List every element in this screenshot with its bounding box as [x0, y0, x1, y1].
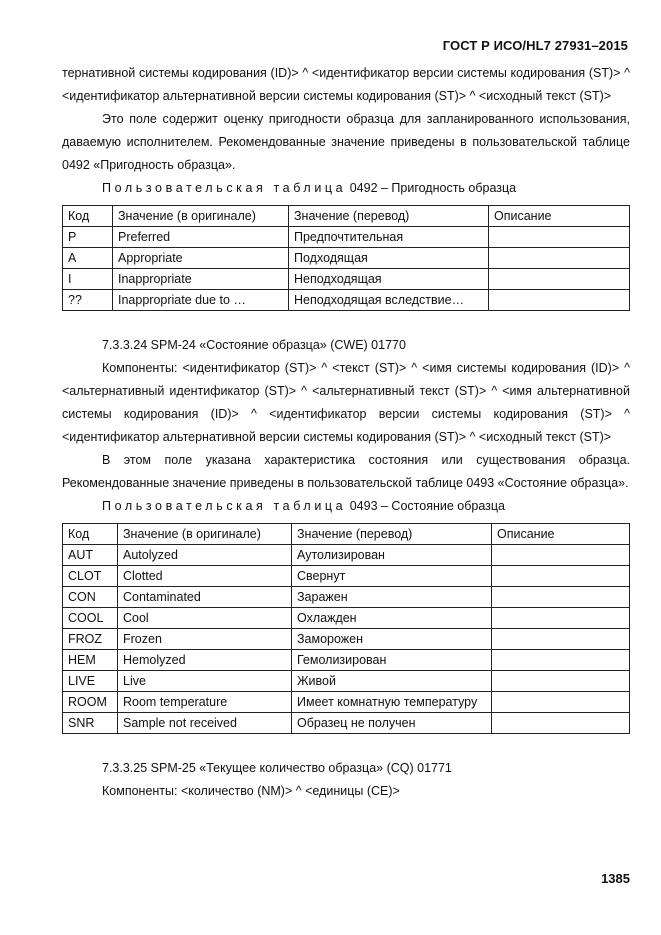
document-header: ГОСТ Р ИСО/HL7 27931–2015 [442, 38, 628, 53]
cell-description [492, 713, 630, 734]
page-number: 1385 [601, 871, 630, 886]
table-0493-caption-rest: 0493 – Состояние образца [349, 499, 505, 513]
cell-description [489, 269, 630, 290]
cell-description [489, 227, 630, 248]
cell-code: P [63, 227, 113, 248]
paragraph-spm24-components: Компоненты: <идентификатор (ST)> ^ <текст (ST)> ^ <имя системы кодирования (ID)> ^ <альтернативный идентификатор (ST)> ^ <альтернативный текст (ST)> ^ <имя альтернативной системы кодирования (ID)> ^ <идентификатор версии системы кодирования (ST)> ^ <идентификатор альтернативной версии системы кодирования (ST)> ^ <исходный текст (ST)> [62, 361, 630, 444]
col-header-translation: Значение (перевод) [292, 524, 492, 545]
cell-original: Inappropriate due to … [113, 290, 289, 311]
col-header-original: Значение (в оригинале) [118, 524, 292, 545]
table-0493-caption [62, 495, 630, 518]
table-row [63, 608, 630, 629]
cell-code: CLOT [63, 566, 118, 587]
paragraph-spm25-components: Компоненты: <количество (NM)> ^ <единицы (CE)> [102, 784, 400, 798]
table-0493 [62, 523, 630, 734]
table-row [63, 269, 630, 290]
table-0492-caption [62, 177, 630, 200]
cell-code: FROZ [63, 629, 118, 650]
col-header-description: Описание [492, 524, 630, 545]
cell-description [489, 248, 630, 269]
table-0492-caption-rest: 0492 – Пригодность образца [349, 181, 517, 195]
cell-code: HEM [63, 650, 118, 671]
cell-code: COOL [63, 608, 118, 629]
cell-original: Inappropriate [113, 269, 289, 290]
cell-translation: Аутолизирован [292, 545, 492, 566]
cell-translation: Имеет комнатную температуру [292, 692, 492, 713]
section-heading-spm25: 7.3.3.25 SPM-25 «Текущее количество образца» (CQ) 01771 [102, 761, 452, 775]
table-row [63, 248, 630, 269]
table-header-row [63, 524, 630, 545]
section-heading-spm24: 7.3.3.24 SPM-24 «Состояние образца» (CWE) 01770 [102, 338, 406, 352]
cell-translation: Живой [292, 671, 492, 692]
table-row [63, 566, 630, 587]
cell-code: ROOM [63, 692, 118, 713]
table-header-row [63, 206, 630, 227]
cell-description [489, 290, 630, 311]
table-0492 [62, 205, 630, 311]
cell-translation: Неподходящая вследствие… [289, 290, 489, 311]
cell-original: Appropriate [113, 248, 289, 269]
cell-translation: Охлажден [292, 608, 492, 629]
table-row [63, 692, 630, 713]
cell-translation: Свернут [292, 566, 492, 587]
cell-translation: Образец не получен [292, 713, 492, 734]
table-row [63, 227, 630, 248]
cell-description [492, 566, 630, 587]
cell-original: Live [118, 671, 292, 692]
cell-translation: Гемолизирован [292, 650, 492, 671]
table-0492-caption-prefix: Пользовательская таблица [102, 181, 347, 195]
table-row [63, 587, 630, 608]
table-0493-caption-prefix: Пользовательская таблица [102, 499, 347, 513]
cell-translation: Заморожен [292, 629, 492, 650]
cell-description [492, 587, 630, 608]
cell-code: CON [63, 587, 118, 608]
paragraph-continuation: тернативной системы кодирования (ID)> ^ <идентификатор версии системы кодирования (ST)> ^ <идентификатор альтернативной версии системы кодирования (ST)> ^ <исходный текст (ST)> [62, 66, 630, 103]
cell-translation: Предпочтительная [289, 227, 489, 248]
table-row [63, 290, 630, 311]
col-header-original: Значение (в оригинале) [113, 206, 289, 227]
cell-description [492, 608, 630, 629]
cell-code: I [63, 269, 113, 290]
cell-code: SNR [63, 713, 118, 734]
table-row [63, 671, 630, 692]
table-row [63, 713, 630, 734]
cell-description [492, 650, 630, 671]
paragraph-suitability-description: Это поле содержит оценку пригодности образца для запланированного использования, даваемую исполнителем. Рекомендованные значение приведены в пользовательской таблице 0492 «Пригодность образца». [62, 112, 630, 172]
cell-original: Contaminated [118, 587, 292, 608]
cell-original: Room temperature [118, 692, 292, 713]
cell-description [492, 692, 630, 713]
cell-translation: Неподходящая [289, 269, 489, 290]
table-row [63, 650, 630, 671]
cell-original: Clotted [118, 566, 292, 587]
paragraph-spm24-description: В этом поле указана характеристика состояния или существования образца. Рекомендованные значение приведены в пользовательской таблице 0493 «Состояние образца». [62, 453, 630, 490]
table-row [63, 629, 630, 650]
cell-original: Sample not received [118, 713, 292, 734]
cell-description [492, 671, 630, 692]
cell-original: Autolyzed [118, 545, 292, 566]
cell-translation: Заражен [292, 587, 492, 608]
page-content [62, 62, 630, 803]
cell-description [492, 545, 630, 566]
cell-description [492, 629, 630, 650]
cell-original: Frozen [118, 629, 292, 650]
col-header-code: Код [63, 524, 118, 545]
cell-code: LIVE [63, 671, 118, 692]
col-header-code: Код [63, 206, 113, 227]
col-header-description: Описание [489, 206, 630, 227]
cell-code: A [63, 248, 113, 269]
cell-code: AUT [63, 545, 118, 566]
cell-original: Preferred [113, 227, 289, 248]
cell-original: Cool [118, 608, 292, 629]
col-header-translation: Значение (перевод) [289, 206, 489, 227]
cell-code: ?? [63, 290, 113, 311]
cell-original: Hemolyzed [118, 650, 292, 671]
table-row [63, 545, 630, 566]
cell-translation: Подходящая [289, 248, 489, 269]
